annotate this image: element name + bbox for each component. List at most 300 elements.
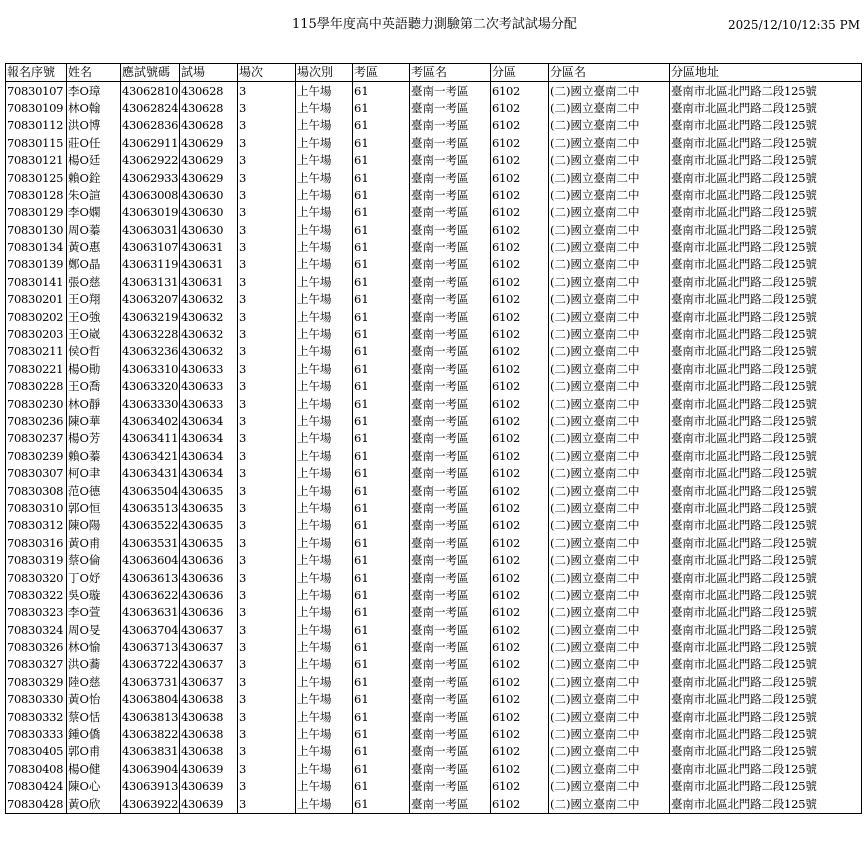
district-address-cell: 臺南市北區北門路二段125號	[670, 326, 862, 343]
exam-number-cell: 43063207	[121, 291, 180, 308]
table-row	[6, 622, 862, 639]
table-row	[6, 482, 862, 499]
session-type-cell: 上午場	[296, 778, 353, 795]
session-type-cell: 上午場	[296, 326, 353, 343]
session-number-cell: 3	[238, 326, 296, 343]
exam-room-cell: 430636	[180, 552, 238, 569]
exam-number-cell: 43063019	[121, 204, 180, 221]
district-address-cell: 臺南市北區北門路二段125號	[670, 587, 862, 604]
exam-room-cell: 430634	[180, 465, 238, 482]
region-code-cell: 61	[353, 587, 410, 604]
registration-number-cell: 70830221	[6, 361, 67, 378]
registration-number-cell: 70830107	[6, 82, 67, 100]
header-col-address: 分區地址	[670, 64, 862, 82]
region-name-cell: 臺南一考區	[410, 100, 491, 117]
exam-room-cell: 430637	[180, 674, 238, 691]
assignment-table-container	[5, 63, 861, 814]
exam-number-cell: 43063804	[121, 691, 180, 708]
student-name-cell: 林O靜	[67, 395, 121, 412]
district-address-cell: 臺南市北區北門路二段125號	[670, 204, 862, 221]
session-number-cell: 3	[238, 517, 296, 534]
registration-number-cell: 70830428	[6, 795, 67, 813]
region-name-cell: 臺南一考區	[410, 239, 491, 256]
district-address-cell: 臺南市北區北門路二段125號	[670, 552, 862, 569]
table-row	[6, 448, 862, 465]
district-name-cell: (二)國立臺南二中	[549, 82, 670, 100]
exam-number-cell: 43063228	[121, 326, 180, 343]
session-type-cell: 上午場	[296, 761, 353, 778]
region-name-cell: 臺南一考區	[410, 430, 491, 447]
table-row	[6, 587, 862, 604]
district-address-cell: 臺南市北區北門路二段125號	[670, 256, 862, 273]
exam-number-cell: 43063813	[121, 708, 180, 725]
registration-number-cell: 70830121	[6, 152, 67, 169]
district-address-cell: 臺南市北區北門路二段125號	[670, 535, 862, 552]
region-name-cell: 臺南一考區	[410, 135, 491, 152]
registration-number-cell: 70830125	[6, 169, 67, 186]
session-type-cell: 上午場	[296, 604, 353, 621]
district-code-cell: 6102	[491, 187, 549, 204]
region-name-cell: 臺南一考區	[410, 361, 491, 378]
session-number-cell: 3	[238, 726, 296, 743]
district-name-cell: (二)國立臺南二中	[549, 256, 670, 273]
registration-number-cell: 70830323	[6, 604, 67, 621]
table-row	[6, 778, 862, 795]
district-address-cell: 臺南市北區北門路二段125號	[670, 622, 862, 639]
session-number-cell: 3	[238, 430, 296, 447]
exam-number-cell: 43063713	[121, 639, 180, 656]
session-number-cell: 3	[238, 656, 296, 673]
district-name-cell: (二)國立臺南二中	[549, 726, 670, 743]
session-number-cell: 3	[238, 691, 296, 708]
exam-room-cell: 430636	[180, 569, 238, 586]
session-type-cell: 上午場	[296, 587, 353, 604]
district-address-cell: 臺南市北區北門路二段125號	[670, 343, 862, 360]
district-code-cell: 6102	[491, 117, 549, 134]
region-name-cell: 臺南一考區	[410, 674, 491, 691]
region-code-cell: 61	[353, 413, 410, 430]
region-code-cell: 61	[353, 691, 410, 708]
region-code-cell: 61	[353, 761, 410, 778]
student-name-cell: 張O慈	[67, 274, 121, 291]
district-name-cell: (二)國立臺南二中	[549, 517, 670, 534]
table-row	[6, 761, 862, 778]
session-type-cell: 上午場	[296, 500, 353, 517]
session-number-cell: 3	[238, 256, 296, 273]
session-number-cell: 3	[238, 622, 296, 639]
exam-number-cell: 43063431	[121, 465, 180, 482]
exam-number-cell: 43063722	[121, 656, 180, 673]
district-name-cell: (二)國立臺南二中	[549, 569, 670, 586]
district-address-cell: 臺南市北區北門路二段125號	[670, 395, 862, 412]
district-address-cell: 臺南市北區北門路二段125號	[670, 169, 862, 186]
exam-room-cell: 430634	[180, 413, 238, 430]
session-number-cell: 3	[238, 82, 296, 100]
exam-room-cell: 430628	[180, 100, 238, 117]
district-code-cell: 6102	[491, 622, 549, 639]
region-name-cell: 臺南一考區	[410, 708, 491, 725]
exam-room-cell: 430633	[180, 361, 238, 378]
region-name-cell: 臺南一考區	[410, 482, 491, 499]
district-name-cell: (二)國立臺南二中	[549, 482, 670, 499]
district-code-cell: 6102	[491, 743, 549, 760]
table-row	[6, 691, 862, 708]
student-name-cell: 李O嫻	[67, 204, 121, 221]
session-type-cell: 上午場	[296, 239, 353, 256]
exam-number-cell: 43062810	[121, 82, 180, 100]
district-code-cell: 6102	[491, 535, 549, 552]
region-name-cell: 臺南一考區	[410, 656, 491, 673]
region-name-cell: 臺南一考區	[410, 778, 491, 795]
session-number-cell: 3	[238, 500, 296, 517]
session-number-cell: 3	[238, 308, 296, 325]
session-number-cell: 3	[238, 361, 296, 378]
exam-room-cell: 430639	[180, 761, 238, 778]
exam-number-cell: 43063531	[121, 535, 180, 552]
district-name-cell: (二)國立臺南二中	[549, 343, 670, 360]
student-name-cell: 蔡O恬	[67, 708, 121, 725]
region-name-cell: 臺南一考區	[410, 761, 491, 778]
district-name-cell: (二)國立臺南二中	[549, 117, 670, 134]
student-name-cell: 王O強	[67, 308, 121, 325]
district-name-cell: (二)國立臺南二中	[549, 135, 670, 152]
exam-room-assignment-table	[5, 63, 862, 814]
region-code-cell: 61	[353, 482, 410, 499]
exam-room-cell: 430631	[180, 256, 238, 273]
region-name-cell: 臺南一考區	[410, 187, 491, 204]
table-row	[6, 100, 862, 117]
student-name-cell: 范O德	[67, 482, 121, 499]
session-type-cell: 上午場	[296, 569, 353, 586]
district-address-cell: 臺南市北區北門路二段125號	[670, 604, 862, 621]
table-row	[6, 795, 862, 813]
student-name-cell: 鍾O僑	[67, 726, 121, 743]
student-name-cell: 楊O勛	[67, 361, 121, 378]
registration-number-cell: 70830211	[6, 343, 67, 360]
table-row	[6, 430, 862, 447]
district-code-cell: 6102	[491, 239, 549, 256]
exam-room-cell: 430637	[180, 656, 238, 673]
session-type-cell: 上午場	[296, 378, 353, 395]
exam-number-cell: 43063320	[121, 378, 180, 395]
exam-number-cell: 43063822	[121, 726, 180, 743]
district-name-cell: (二)國立臺南二中	[549, 500, 670, 517]
exam-number-cell: 43063402	[121, 413, 180, 430]
district-code-cell: 6102	[491, 708, 549, 725]
header-col-room: 試場	[180, 64, 238, 82]
session-number-cell: 3	[238, 274, 296, 291]
region-code-cell: 61	[353, 795, 410, 813]
district-code-cell: 6102	[491, 674, 549, 691]
district-name-cell: (二)國立臺南二中	[549, 169, 670, 186]
district-name-cell: (二)國立臺南二中	[549, 430, 670, 447]
exam-number-cell: 43063411	[121, 430, 180, 447]
region-name-cell: 臺南一考區	[410, 587, 491, 604]
student-name-cell: 周O旻	[67, 622, 121, 639]
exam-room-cell: 430629	[180, 135, 238, 152]
region-code-cell: 61	[353, 152, 410, 169]
district-name-cell: (二)國立臺南二中	[549, 361, 670, 378]
district-code-cell: 6102	[491, 552, 549, 569]
session-number-cell: 3	[238, 343, 296, 360]
exam-number-cell: 43062933	[121, 169, 180, 186]
region-code-cell: 61	[353, 535, 410, 552]
session-number-cell: 3	[238, 100, 296, 117]
table-row	[6, 187, 862, 204]
table-row	[6, 239, 862, 256]
exam-number-cell: 43063236	[121, 343, 180, 360]
region-name-cell: 臺南一考區	[410, 604, 491, 621]
session-number-cell: 3	[238, 482, 296, 499]
region-code-cell: 61	[353, 204, 410, 221]
table-body	[6, 82, 862, 813]
exam-room-cell: 430636	[180, 604, 238, 621]
exam-room-cell: 430634	[180, 430, 238, 447]
table-row	[6, 361, 862, 378]
district-name-cell: (二)國立臺南二中	[549, 204, 670, 221]
table-row	[6, 395, 862, 412]
registration-number-cell: 70830237	[6, 430, 67, 447]
district-name-cell: (二)國立臺南二中	[549, 100, 670, 117]
region-code-cell: 61	[353, 708, 410, 725]
district-name-cell: (二)國立臺南二中	[549, 239, 670, 256]
district-name-cell: (二)國立臺南二中	[549, 622, 670, 639]
table-row	[6, 517, 862, 534]
exam-number-cell: 43063731	[121, 674, 180, 691]
table-row	[6, 708, 862, 725]
table-header-row	[6, 64, 862, 82]
district-name-cell: (二)國立臺南二中	[549, 708, 670, 725]
student-name-cell: 柯O聿	[67, 465, 121, 482]
district-address-cell: 臺南市北區北門路二段125號	[670, 100, 862, 117]
region-name-cell: 臺南一考區	[410, 639, 491, 656]
district-code-cell: 6102	[491, 569, 549, 586]
region-name-cell: 臺南一考區	[410, 552, 491, 569]
district-code-cell: 6102	[491, 482, 549, 499]
district-name-cell: (二)國立臺南二中	[549, 413, 670, 430]
student-name-cell: 黃O欣	[67, 795, 121, 813]
region-name-cell: 臺南一考區	[410, 743, 491, 760]
student-name-cell: 李O璋	[67, 82, 121, 100]
session-type-cell: 上午場	[296, 691, 353, 708]
district-address-cell: 臺南市北區北門路二段125號	[670, 413, 862, 430]
session-type-cell: 上午場	[296, 82, 353, 100]
student-name-cell: 鄭O晶	[67, 256, 121, 273]
region-name-cell: 臺南一考區	[410, 152, 491, 169]
district-code-cell: 6102	[491, 82, 549, 100]
student-name-cell: 黃O怡	[67, 691, 121, 708]
session-type-cell: 上午場	[296, 187, 353, 204]
district-code-cell: 6102	[491, 100, 549, 117]
table-row	[6, 204, 862, 221]
table-row	[6, 413, 862, 430]
registration-number-cell: 70830322	[6, 587, 67, 604]
session-number-cell: 3	[238, 187, 296, 204]
exam-number-cell: 43062824	[121, 100, 180, 117]
exam-number-cell: 43062922	[121, 152, 180, 169]
district-code-cell: 6102	[491, 291, 549, 308]
session-number-cell: 3	[238, 604, 296, 621]
district-code-cell: 6102	[491, 256, 549, 273]
district-name-cell: (二)國立臺南二中	[549, 761, 670, 778]
district-name-cell: (二)國立臺南二中	[549, 535, 670, 552]
table-row	[6, 674, 862, 691]
header-col-district: 分區	[491, 64, 549, 82]
session-type-cell: 上午場	[296, 204, 353, 221]
district-address-cell: 臺南市北區北門路二段125號	[670, 674, 862, 691]
exam-room-cell: 430630	[180, 187, 238, 204]
region-name-cell: 臺南一考區	[410, 795, 491, 813]
district-code-cell: 6102	[491, 465, 549, 482]
region-code-cell: 61	[353, 656, 410, 673]
registration-number-cell: 70830109	[6, 100, 67, 117]
registration-number-cell: 70830141	[6, 274, 67, 291]
student-name-cell: 陸O慈	[67, 674, 121, 691]
region-code-cell: 61	[353, 256, 410, 273]
district-name-cell: (二)國立臺南二中	[549, 152, 670, 169]
session-number-cell: 3	[238, 674, 296, 691]
header-col-region: 考區	[353, 64, 410, 82]
table-row	[6, 152, 862, 169]
region-code-cell: 61	[353, 378, 410, 395]
district-code-cell: 6102	[491, 500, 549, 517]
exam-room-cell: 430638	[180, 691, 238, 708]
region-name-cell: 臺南一考區	[410, 465, 491, 482]
student-name-cell: 郭O恒	[67, 500, 121, 517]
exam-number-cell: 43063119	[121, 256, 180, 273]
session-type-cell: 上午場	[296, 535, 353, 552]
table-row	[6, 604, 862, 621]
region-name-cell: 臺南一考區	[410, 256, 491, 273]
session-type-cell: 上午場	[296, 100, 353, 117]
registration-number-cell: 70830329	[6, 674, 67, 691]
district-code-cell: 6102	[491, 361, 549, 378]
registration-number-cell: 70830112	[6, 117, 67, 134]
district-code-cell: 6102	[491, 135, 549, 152]
district-name-cell: (二)國立臺南二中	[549, 674, 670, 691]
region-code-cell: 61	[353, 430, 410, 447]
region-code-cell: 61	[353, 169, 410, 186]
exam-room-cell: 430628	[180, 117, 238, 134]
registration-number-cell: 70830239	[6, 448, 67, 465]
region-code-cell: 61	[353, 639, 410, 656]
table-row	[6, 222, 862, 239]
session-number-cell: 3	[238, 135, 296, 152]
region-name-cell: 臺南一考區	[410, 500, 491, 517]
exam-number-cell: 43063131	[121, 274, 180, 291]
session-number-cell: 3	[238, 569, 296, 586]
table-row	[6, 656, 862, 673]
region-code-cell: 61	[353, 569, 410, 586]
district-code-cell: 6102	[491, 274, 549, 291]
exam-number-cell: 43062911	[121, 135, 180, 152]
district-code-cell: 6102	[491, 587, 549, 604]
district-code-cell: 6102	[491, 413, 549, 430]
region-name-cell: 臺南一考區	[410, 343, 491, 360]
district-name-cell: (二)國立臺南二中	[549, 639, 670, 656]
district-address-cell: 臺南市北區北門路二段125號	[670, 308, 862, 325]
region-code-cell: 61	[353, 135, 410, 152]
district-address-cell: 臺南市北區北門路二段125號	[670, 656, 862, 673]
exam-room-cell: 430629	[180, 152, 238, 169]
session-type-cell: 上午場	[296, 639, 353, 656]
session-number-cell: 3	[238, 587, 296, 604]
registration-number-cell: 70830330	[6, 691, 67, 708]
session-type-cell: 上午場	[296, 308, 353, 325]
region-code-cell: 61	[353, 117, 410, 134]
exam-number-cell: 43063310	[121, 361, 180, 378]
registration-number-cell: 70830333	[6, 726, 67, 743]
district-address-cell: 臺南市北區北門路二段125號	[670, 778, 862, 795]
student-name-cell: 楊O健	[67, 761, 121, 778]
student-name-cell: 賴O蓁	[67, 448, 121, 465]
session-type-cell: 上午場	[296, 291, 353, 308]
student-name-cell: 莊O任	[67, 135, 121, 152]
session-type-cell: 上午場	[296, 256, 353, 273]
registration-number-cell: 70830320	[6, 569, 67, 586]
header-col-reg-no: 報名序號	[6, 64, 67, 82]
district-code-cell: 6102	[491, 795, 549, 813]
student-name-cell: 侯O哲	[67, 343, 121, 360]
region-code-cell: 61	[353, 361, 410, 378]
exam-number-cell: 43063504	[121, 482, 180, 499]
region-name-cell: 臺南一考區	[410, 222, 491, 239]
exam-room-cell: 430632	[180, 343, 238, 360]
district-code-cell: 6102	[491, 204, 549, 221]
region-name-cell: 臺南一考區	[410, 691, 491, 708]
table-row	[6, 291, 862, 308]
registration-number-cell: 70830228	[6, 378, 67, 395]
region-name-cell: 臺南一考區	[410, 326, 491, 343]
district-address-cell: 臺南市北區北門路二段125號	[670, 361, 862, 378]
region-name-cell: 臺南一考區	[410, 169, 491, 186]
session-number-cell: 3	[238, 639, 296, 656]
district-address-cell: 臺南市北區北門路二段125號	[670, 795, 862, 813]
table-row	[6, 726, 862, 743]
exam-room-cell: 430639	[180, 795, 238, 813]
district-code-cell: 6102	[491, 152, 549, 169]
region-name-cell: 臺南一考區	[410, 204, 491, 221]
region-code-cell: 61	[353, 187, 410, 204]
registration-number-cell: 70830139	[6, 256, 67, 273]
table-row	[6, 274, 862, 291]
session-type-cell: 上午場	[296, 482, 353, 499]
session-type-cell: 上午場	[296, 552, 353, 569]
exam-number-cell: 43063107	[121, 239, 180, 256]
session-number-cell: 3	[238, 222, 296, 239]
district-name-cell: (二)國立臺南二中	[549, 326, 670, 343]
session-type-cell: 上午場	[296, 274, 353, 291]
table-row	[6, 743, 862, 760]
session-type-cell: 上午場	[296, 726, 353, 743]
session-type-cell: 上午場	[296, 395, 353, 412]
exam-room-cell: 430635	[180, 517, 238, 534]
district-code-cell: 6102	[491, 222, 549, 239]
page-header	[0, 16, 868, 34]
table-row	[6, 535, 862, 552]
session-type-cell: 上午場	[296, 708, 353, 725]
exam-room-cell: 430632	[180, 291, 238, 308]
region-code-cell: 61	[353, 274, 410, 291]
region-code-cell: 61	[353, 343, 410, 360]
district-address-cell: 臺南市北區北門路二段125號	[670, 135, 862, 152]
student-name-cell: 林O愉	[67, 639, 121, 656]
district-address-cell: 臺南市北區北門路二段125號	[670, 152, 862, 169]
district-name-cell: (二)國立臺南二中	[549, 465, 670, 482]
exam-room-cell: 430630	[180, 204, 238, 221]
registration-number-cell: 70830327	[6, 656, 67, 673]
session-number-cell: 3	[238, 239, 296, 256]
